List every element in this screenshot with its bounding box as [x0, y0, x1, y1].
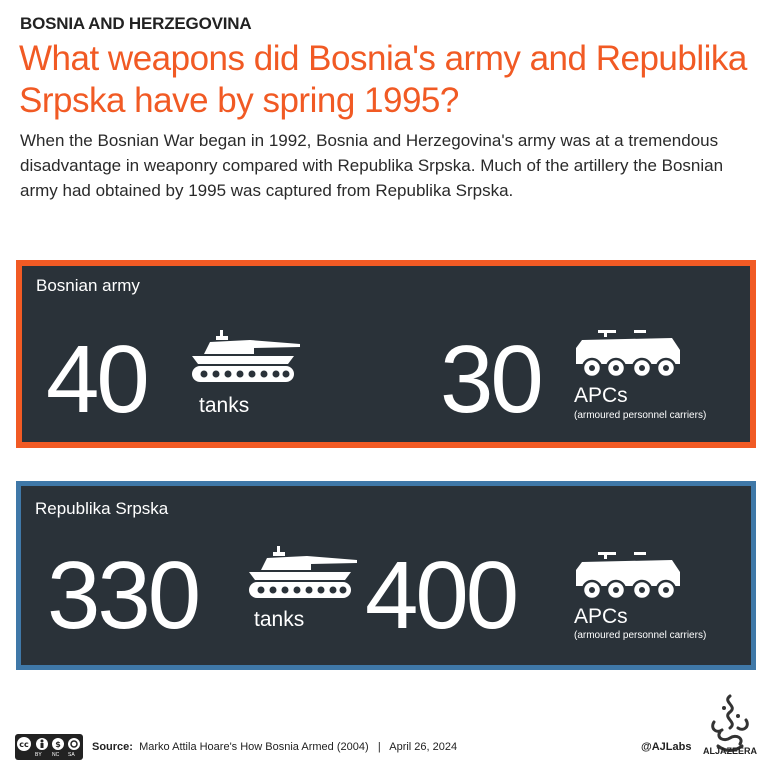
apcs-sublabel: (armoured personnel carriers)	[574, 630, 707, 641]
intro-text: When the Bosnian War began in 1992, Bosnia and Herzegovina's army was at a tremendous disadvantage in weaponry compared with Republika Srpska. Much of the artillery the Bosnian army had obtained by 1995 was captured from Republika Srpska.	[20, 131, 724, 200]
source-line	[92, 741, 457, 753]
bosnian-army-panel	[16, 260, 756, 448]
panel-label: Republika Srpska	[35, 499, 169, 518]
page-title: What weapons did Bosnia's army and Republika Srpska have by spring 1995?	[19, 39, 747, 120]
apcs-count: 30	[440, 326, 541, 433]
tank-icon	[245, 544, 363, 604]
source-text: Marko Attila Hoare's How Bosnia Armed (2004)	[139, 741, 369, 753]
cc-sa-label: SA	[68, 752, 75, 758]
separator: |	[377, 741, 381, 753]
cc-by-label: BY	[35, 752, 42, 758]
cc-nc-label: NC	[52, 752, 60, 758]
apcs-label: APCs	[574, 605, 628, 628]
apc-icon	[574, 328, 684, 382]
tanks-count: 40	[46, 326, 147, 433]
source-prefix: Source:	[92, 741, 133, 753]
cc-license-icon[interactable]	[15, 734, 83, 760]
footer	[0, 730, 770, 770]
apcs-sublabel: (armoured personnel carriers)	[574, 410, 707, 421]
tanks-count: 330	[47, 542, 199, 649]
apc-icon	[574, 550, 684, 604]
tank-icon	[188, 328, 306, 388]
kicker: BOSNIA AND HERZEGOVINA	[20, 14, 252, 33]
aj-labs-handle[interactable]: @AJLabs	[641, 741, 692, 753]
date: April 26, 2024	[389, 741, 458, 753]
panel-label: Bosnian army	[36, 276, 140, 295]
aljazeera-logo-text: ALJAZEERA	[702, 746, 757, 756]
apcs-label: APCs	[574, 384, 628, 407]
tanks-label: tanks	[199, 394, 250, 417]
svg-text:cc: cc	[19, 740, 29, 749]
svg-text:$: $	[55, 740, 61, 749]
tanks-label: tanks	[254, 608, 305, 631]
republika-srpska-panel	[16, 481, 756, 670]
apcs-count: 400	[365, 542, 517, 649]
